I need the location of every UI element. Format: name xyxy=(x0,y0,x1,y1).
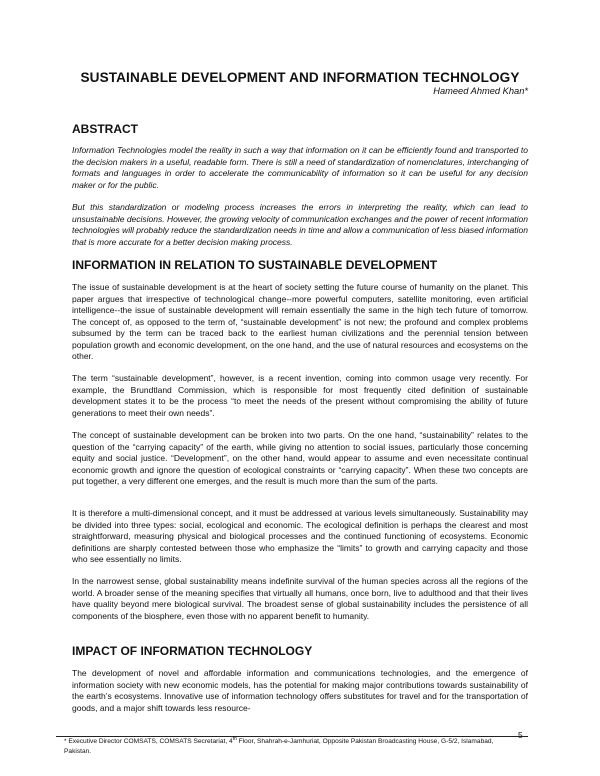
section-heading-impact: IMPACT OF INFORMATION TECHNOLOGY xyxy=(72,644,313,658)
footnote-text-end: Floor, Shahrah-e-Jamhuriat, Opposite Pakistan Broadcasting House, G-5/2, Islamabad, Pakistan. xyxy=(64,738,494,755)
paper-title: SUSTAINABLE DEVELOPMENT AND INFORMATION TECHNOLOGY xyxy=(80,70,520,85)
section-heading-information: INFORMATION IN RELATION TO SUSTAINABLE DEVELOPMENT xyxy=(72,258,438,272)
body-paragraph-3: The concept of sustainable development can be broken into two parts. On the one hand, “sustainability” relates to the question of the “carrying capacity” of the earth, while giving no attention to social issues, particularly those concerning equity and social justice. “Development”, on the other hand, would appear to assume and even necessitate continual economic growth and ignore the question of ecological constraints or “carrying capacity”. When these two concepts are put together, a very different one emerges, and the result is much more than the sum of the parts. xyxy=(72,430,528,486)
author-name: Hameed Ahmed Khan* xyxy=(433,86,528,96)
body-paragraph-4: It is therefore a multi-dimensional concept, and it must be addressed at various levels simultaneously. Sustainability may be divided into three types: social, ecological and economic. The ecological definition is perhaps the clearest and most straightforward, measuring physical and biological processes and the continued functioning of ecosystems. Economic definitions are sharply contested between those who emphasize the “limits” to growth and carrying capacity and those who see essentially no limits. xyxy=(72,508,528,564)
section-heading-abstract: ABSTRACT xyxy=(72,122,138,136)
page-number: 5 xyxy=(518,730,523,740)
abstract-paragraph-1: Information Technologies model the reality in such a way that information on it can be efficiently found and transported to the decision makers in a useful, readable form. There is still a need of standardization of nomenclatures, interchanging of formats and languages in order to accelerate the communicability of information so it can be useful for any decision maker or for the public. xyxy=(72,145,528,190)
body-paragraph-6: The development of novel and affordable information and communications technologies, and the emergence of information society with new economic models, has the potential for making major contributions towards sustainability of the earth’s ecosystems. Innovative use of information technology offers substitutes for travel and for the transportation of goods, and a major shift towards less resource- xyxy=(72,668,528,713)
body-paragraph-2: The term “sustainable development”, however, is a recent invention, coming into common usage very recently. For example, the Brundtland Commission, which is responsible for most frequently cited definition of sustainable development states it to be the process “to meet the needs of the present without compromising the ability of future generations to meet their own needs”. xyxy=(72,373,528,418)
body-paragraph-5: In the narrowest sense, global sustainability means indefinite survival of the human species across all the regions of the world. A broader sense of the meaning specifies that virtually all humans, once born, live to adulthood and that their lives have quality beyond mere biological survival. The broadest sense of global sustainability includes the persistence of all components of the biosphere, even those with no apparent benefit to humanity. xyxy=(72,576,528,621)
footnote-superscript: th xyxy=(232,735,237,742)
footnote xyxy=(64,737,520,757)
abstract-paragraph-2: But this standardization or modeling process increases the errors in interpreting the reality, which can lead to unsustainable decisions. However, the growing velocity of communication exchanges and the power of recent information technologies will probably reduce the standardization needs in time and allow a communication of less biased information that is more accurate for a better decision making process. xyxy=(72,202,528,247)
body-paragraph-1: The issue of sustainable development is at the heart of society setting the future course of humanity on the planet. This paper argues that irrespective of technological change--more powerful computers, satellite monitoring, even artificial intelligence--the issue of sustainable development will remain essentially the same in the high tech future of tomorrow. The concept of, as opposed to the term of, “sustainable development” is not new; the profound and complex problems subsumed by the term can be traced back to the earliest human civilizations and the perennial tension between population growth and economic development, on the one hand, and the use of natural resources and ecosystems on the other. xyxy=(72,282,528,361)
footnote-text-start: * Executive Director COMSATS, COMSATS Secretariat, 4 xyxy=(64,738,233,745)
